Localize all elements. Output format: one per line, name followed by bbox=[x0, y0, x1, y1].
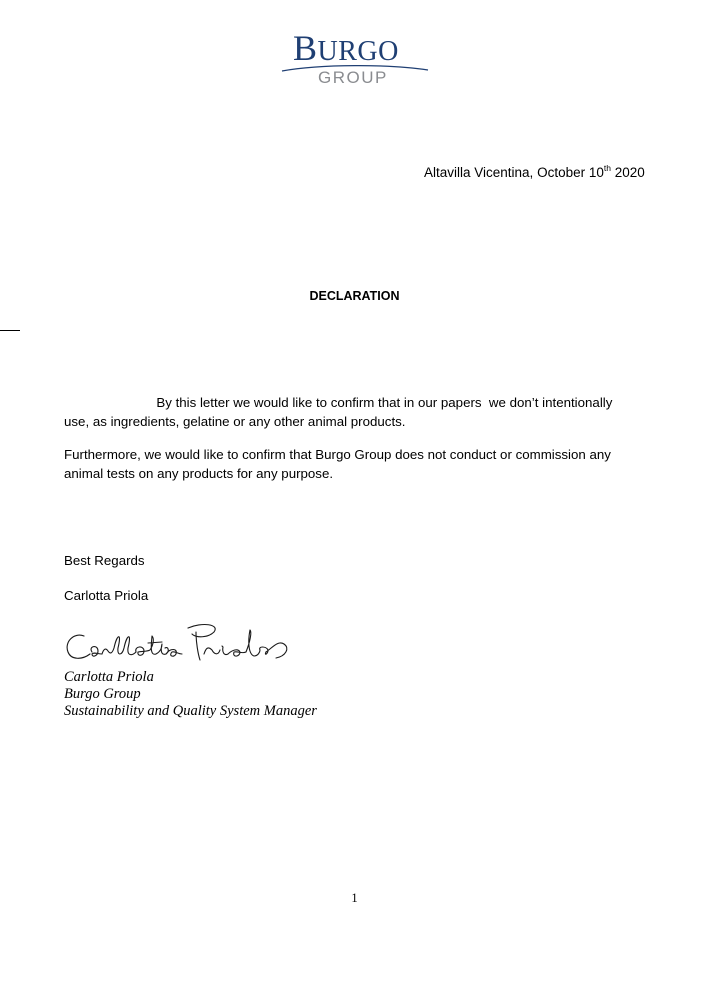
page-number: 1 bbox=[351, 891, 358, 905]
logo-subtitle: GROUP bbox=[318, 68, 388, 87]
burgo-group-logo bbox=[280, 28, 430, 90]
document-heading: DECLARATION bbox=[309, 289, 400, 303]
date-year: 2020 bbox=[610, 165, 645, 180]
letter-date bbox=[424, 164, 645, 182]
margin-mark bbox=[0, 330, 20, 331]
date-ordinal: th bbox=[603, 162, 611, 173]
signatory-company: Burgo Group bbox=[64, 686, 141, 702]
signatory-name: Carlotta Priola bbox=[64, 669, 154, 685]
logo-wordmark-rest: URGO bbox=[317, 36, 399, 67]
logo-wordmark-initial: B bbox=[293, 28, 318, 68]
date-prefix: Altavilla Vicentina, October 10 bbox=[424, 165, 604, 180]
closing-regards: Best Regards bbox=[64, 553, 145, 568]
handwritten-signature bbox=[62, 618, 302, 668]
body-paragraph-1: By this letter we would like to confirm that in our papers we don’t intentionally use, as ingredients, gelatine or any other animal products. bbox=[64, 395, 617, 429]
signatory-title: Sustainability and Quality System Manager bbox=[64, 703, 317, 719]
closing-name: Carlotta Priola bbox=[64, 588, 149, 603]
body-paragraph-2: Furthermore, we would like to confirm that Burgo Group does not conduct or commission any animal tests on any products for any purpose. bbox=[64, 447, 615, 481]
signature-block bbox=[64, 669, 317, 720]
